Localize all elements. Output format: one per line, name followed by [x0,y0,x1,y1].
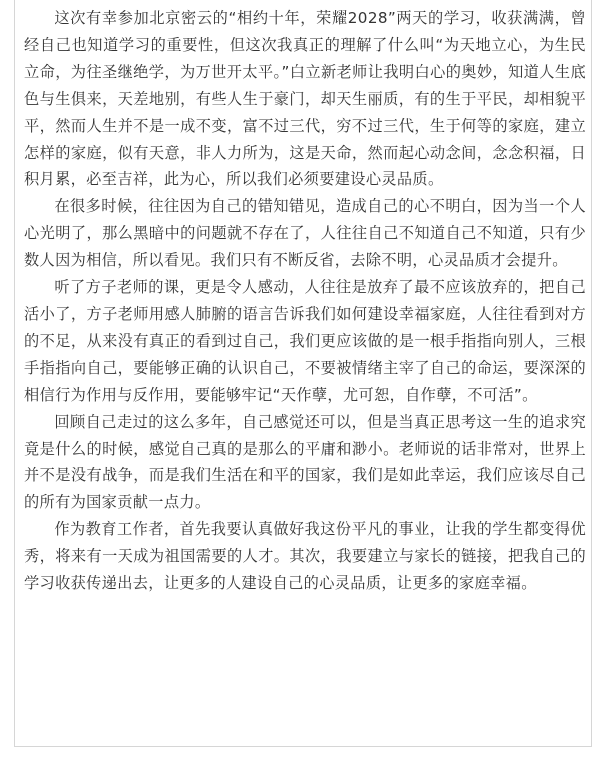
paragraph: 回顾自己走过的这么多年，自己感觉还可以，但是当真正思考这一生的追求究竟是什么的时候，感觉自己真的是那么的平庸和渺小。老师说的话非常对，世界上并不是没有战争，而是我们生活在和平的国家，我们是如此幸运，我们应该尽自己的所有为国家贡献一点力。 [24,412,586,512]
article-body [24,5,586,597]
paragraph: 这次有幸参加北京密云的“相约十年，荣耀2028”两天的学习，收获满满，曾经自己也知道学习的重要性，但这次我真正的理解了什么叫“为天地立心，为生民立命，为往圣继绝学，为万世开太平。”白立新老师让我明白心的奥妙，知道人生底色与生俱来，天差地别，有些人生于豪门，却天生丽质，有的生于平民，却相貌平平，然而人生并不是一成不变，富不过三代，穷不过三代，生于何等的家庭，建立怎样的家庭，似有天意，非人力所为，这是天命，然而起心动念间，念念积福，日积月累，必至吉祥，此为心，所以我们必须要建设心灵品质。 [24,9,586,189]
paragraph: 听了方子老师的课，更是令人感动，人往往是放弃了最不应该放弃的，把自己活小了，方子老师用感人肺腑的语言告诉我们如何建设幸福家庭，人往往看到对方的不足，从来没有真正的看到过自己，我们更应该做的是一根手指指向别人，三根手指指向自己，要能够正确的认识自己，不要被情绪主宰了自己的命运，要深深的相信行为作用与反作用，要能够牢记“天作孽，尤可恕，自作孽，不可活”。 [24,278,586,404]
paragraph: 在很多时候，往往因为自己的错知错见，造成自己的心不明白，因为当一个人心光明了，那么黑暗中的问题就不存在了，人往往自己不知道自己不知道，只有少数人因为相信，所以看见。我们只有不断反省，去除不明，心灵品质才会提升。 [24,197,586,270]
paragraph: 作为教育工作者，首先我要认真做好我这份平凡的事业，让我的学生都变得优秀，将来有一天成为祖国需要的人才。其次，我要建立与家长的链接，把我自己的学习收获传递出去，让更多的人建设自己的心灵品质，让更多的家庭幸福。 [24,520,586,593]
